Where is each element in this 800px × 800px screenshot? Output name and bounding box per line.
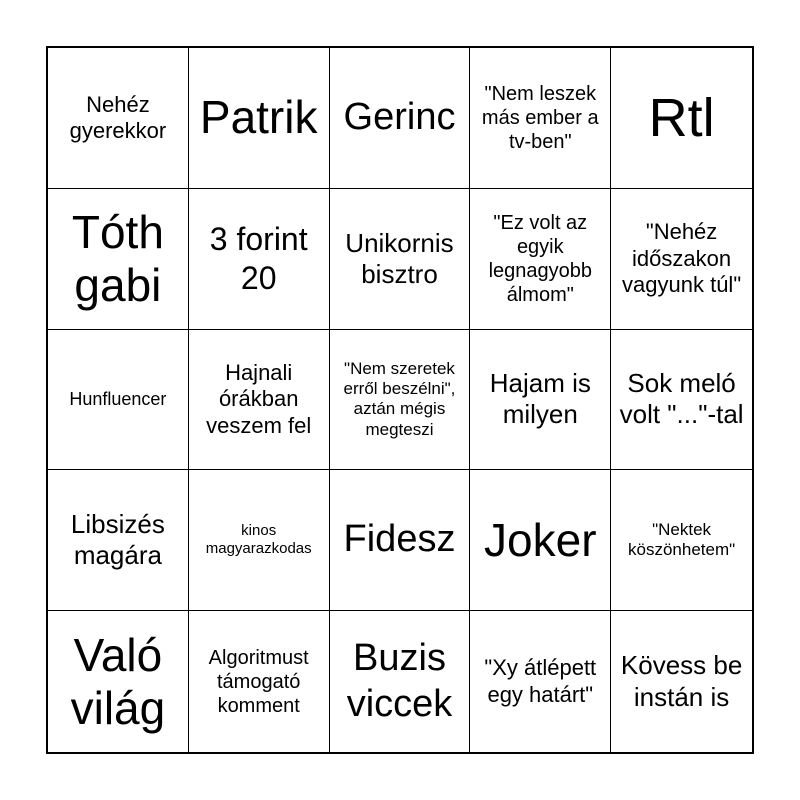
bingo-cell[interactable] — [470, 611, 611, 752]
bingo-cell[interactable] — [470, 470, 611, 611]
cell-text: Unikornis bisztro — [345, 227, 454, 289]
bingo-cell[interactable] — [189, 189, 330, 330]
bingo-cell[interactable] — [48, 189, 189, 330]
bingo-cell[interactable] — [611, 189, 752, 330]
cell-text: "Xy átlépett egy határt" — [484, 655, 597, 707]
bingo-cell[interactable] — [330, 189, 471, 330]
cell-text: Rtl — [648, 87, 715, 148]
cell-text: Tóth gabi — [71, 205, 164, 311]
cell-text: 3 forint 20 — [209, 221, 308, 296]
bingo-cell[interactable] — [470, 48, 611, 189]
bingo-board — [46, 46, 754, 754]
bingo-cell[interactable] — [611, 330, 752, 471]
cell-text: Joker — [484, 513, 597, 566]
bingo-cell[interactable] — [189, 330, 330, 471]
bingo-cell[interactable] — [330, 48, 471, 189]
cell-text: "Nem szeretek erről beszélni", aztán mégis megteszi — [343, 358, 456, 439]
cell-text: Gerinc — [343, 96, 456, 139]
cell-text: Algoritmust támogató komment — [208, 646, 309, 717]
bingo-cell[interactable] — [48, 611, 189, 752]
cell-text: Patrik — [199, 91, 318, 144]
bingo-cell[interactable] — [470, 330, 611, 471]
bingo-cell[interactable] — [48, 330, 189, 471]
cell-text: Sok meló volt "..."-tal — [619, 368, 744, 430]
cell-text: Fidesz — [343, 518, 456, 561]
cell-text: kinos magyarazkodas — [205, 522, 312, 558]
bingo-cell[interactable] — [611, 611, 752, 752]
bingo-cell[interactable] — [189, 48, 330, 189]
cell-text: Kövess be instán is — [620, 650, 743, 712]
cell-text: Hajam is milyen — [489, 368, 591, 430]
cell-text: Hunfluencer — [69, 388, 167, 409]
cell-text: Libsizés magára — [70, 509, 165, 571]
bingo-cell[interactable] — [48, 470, 189, 611]
cell-text: Buzis viccek — [346, 637, 453, 725]
bingo-cell[interactable] — [189, 470, 330, 611]
cell-text: Való világ — [70, 628, 166, 734]
cell-text: "Ez volt az egyik legnagyobb álmom" — [488, 211, 592, 306]
bingo-cell[interactable] — [611, 470, 752, 611]
cell-text: Nehéz gyerekkor — [69, 91, 167, 143]
bingo-cell[interactable] — [611, 48, 752, 189]
cell-text: "Nehéz időszakon vagyunk túl" — [622, 219, 742, 297]
bingo-cell[interactable] — [330, 470, 471, 611]
bingo-cell[interactable] — [330, 330, 471, 471]
cell-text: "Nektek köszönhetem" — [628, 519, 736, 560]
cell-text: "Nem leszek más ember a tv-ben" — [481, 82, 599, 153]
bingo-cell[interactable] — [189, 611, 330, 752]
bingo-cell[interactable] — [330, 611, 471, 752]
cell-text: Hajnali órákban veszem fel — [206, 359, 312, 438]
bingo-cell[interactable] — [48, 48, 189, 189]
bingo-cell[interactable] — [470, 189, 611, 330]
